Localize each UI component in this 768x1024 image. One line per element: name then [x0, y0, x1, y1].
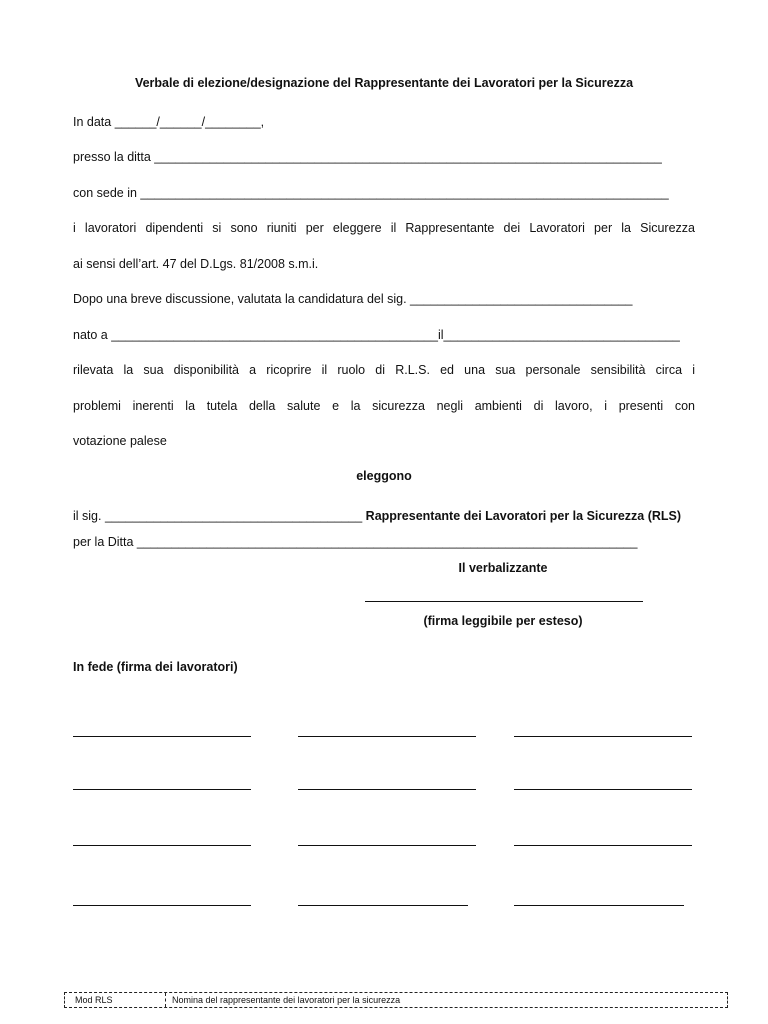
worker-signature-line: [73, 905, 251, 906]
worker-signature-line: [73, 789, 251, 790]
line-sensi: ai sensi dell’art. 47 del D.Lgs. 81/2008 s.m.i.: [73, 257, 319, 271]
worker-signature-line: [298, 789, 476, 790]
worker-signature-line: [73, 736, 251, 737]
footer-code: Mod RLS: [75, 995, 113, 1005]
line-riuniti: i lavoratori dipendenti si sono riuniti per eleggere il Rappresentante dei Lavoratori per la Sicurezza: [73, 221, 695, 235]
line-data: In data ______/______/________,: [73, 115, 265, 129]
verbalizzante-signature-line: [365, 601, 643, 602]
line-per-ditta: per la Ditta ________________________________________________________________________: [73, 535, 638, 549]
worker-signature-line: [514, 905, 684, 906]
in-fede-label: In fede (firma dei lavoratori): [73, 660, 238, 674]
line-votazione: votazione palese: [73, 434, 167, 448]
worker-signature-line: [298, 845, 476, 846]
document-title: Verbale di elezione/designazione del Rappresentante dei Lavoratori per la Sicurezza: [134, 76, 634, 90]
footer-description: Nomina del rappresentante dei lavoratori per la sicurezza: [172, 995, 401, 1005]
firma-leggibile-label: (firma leggibile per esteso): [423, 614, 583, 628]
line-problemi: problemi inerenti la tutela della salute e la sicurezza negli ambienti di lavoro, i presenti con: [73, 399, 695, 413]
footer-divider: [165, 993, 166, 1007]
page-footer: [64, 992, 728, 1008]
worker-signature-line: [298, 736, 476, 737]
worker-signature-line: [298, 905, 468, 906]
worker-signature-line: [514, 789, 692, 790]
worker-signature-line: [514, 736, 692, 737]
sig-prefix: il sig. _____________________________________: [73, 509, 363, 523]
line-sede: con sede in ____________________________________________________________________________: [73, 186, 669, 200]
worker-signature-line: [514, 845, 692, 846]
eleggono-heading: eleggono: [356, 469, 412, 483]
worker-signature-line: [73, 845, 251, 846]
verbalizzante-label: Il verbalizzante: [458, 561, 548, 575]
sig-suffix: Rappresentante dei Lavoratori per la Sicurezza (RLS): [365, 509, 682, 523]
line-nato: nato a _______________________________________________il__________________________________: [73, 328, 680, 342]
line-rilevata: rilevata la sua disponibilità a ricoprire il ruolo di R.L.S. ed una sua personale sensibilità circa i: [73, 363, 695, 377]
line-sig: [73, 508, 695, 524]
line-ditta: presso la ditta _________________________________________________________________________: [73, 150, 662, 164]
line-discussione: Dopo una breve discussione, valutata la candidatura del sig. ________________________________: [73, 292, 633, 306]
